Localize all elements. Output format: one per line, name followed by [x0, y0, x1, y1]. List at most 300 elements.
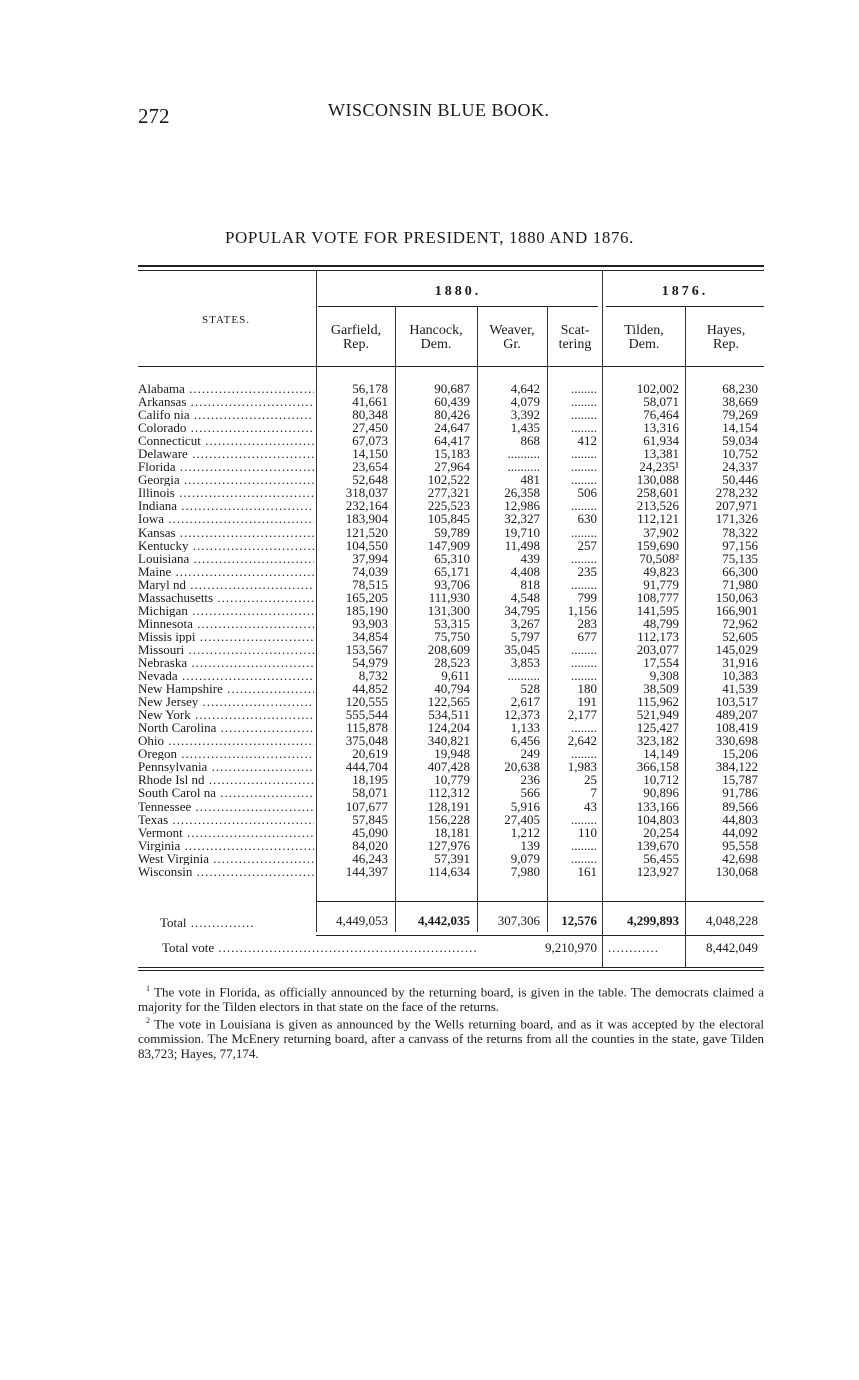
cell-hayes: 44,803: [722, 811, 758, 827]
cell-tilden: 70,508²: [639, 550, 679, 566]
cell-hayes: 108,419: [715, 720, 758, 736]
table-row: [0, 813, 859, 826]
cell-hancock: 9,611: [441, 668, 470, 684]
cell-garfield: 27,450: [352, 420, 388, 436]
cell-hancock: 59,789: [434, 524, 470, 540]
table-row: [0, 786, 859, 799]
cell-scattering: 43: [584, 798, 597, 814]
cell-weaver: 4,548: [510, 589, 540, 605]
cell-hayes: 489,207: [715, 707, 758, 723]
cell-garfield: 232,164: [345, 498, 388, 514]
cell-tilden: 38,509: [643, 681, 679, 697]
state-name: New Jersey .....: [138, 695, 314, 708]
cell-tilden: 61,934: [643, 433, 679, 449]
column-header-party: tering: [558, 337, 592, 352]
cell-weaver: 4,408: [510, 563, 540, 579]
cell-hayes: 15,787: [722, 772, 758, 788]
table-row: [0, 552, 859, 565]
column-header-party: Rep.: [342, 337, 370, 352]
cell-hancock: 407,428: [427, 759, 470, 775]
cell-tilden: 13,381: [643, 446, 679, 462]
cell-tilden: 90,896: [643, 785, 679, 801]
cell-garfield: 37,994: [352, 550, 388, 566]
cell-weaver: 34,795: [504, 602, 540, 618]
column-header-party: Gr.: [503, 337, 521, 352]
total-vote-label: [162, 940, 478, 956]
cell-hancock: 112,312: [428, 785, 470, 801]
state-name: Virginia .....: [138, 839, 314, 852]
cell-tilden: 112,173: [637, 628, 679, 644]
cell-weaver: 249: [520, 746, 540, 762]
column-header-scattering: [548, 324, 602, 352]
cell-weaver: 818: [520, 576, 540, 592]
cell-hayes: 31,916: [722, 654, 758, 670]
cell-weaver: 3,853: [510, 654, 540, 670]
cell-garfield: 115,878: [346, 720, 388, 736]
table-row: [0, 591, 859, 604]
state-name: Michigan .....: [138, 604, 314, 617]
cell-hayes: 14,154: [722, 420, 758, 436]
cell-tilden: 24,235¹: [639, 459, 679, 475]
table-row: [0, 578, 859, 591]
cell-garfield: 34,854: [352, 628, 388, 644]
cell-garfield: 52,648: [352, 472, 388, 488]
cell-tilden: 91,779: [643, 576, 679, 592]
state-name: Maine .....: [138, 565, 314, 578]
cell-weaver: 3,392: [510, 407, 540, 423]
column-header-name: Tilden,: [624, 323, 664, 338]
cell-hancock: 147,909: [427, 537, 470, 553]
cell-hayes: 50,446: [722, 472, 758, 488]
state-name: Louisiana .....: [138, 552, 314, 565]
cell-hayes: 95,558: [722, 837, 758, 853]
cell-scattering: 25: [584, 772, 597, 788]
column-header-garfield: [318, 324, 394, 352]
total-vote-1876-leader: ............: [608, 940, 659, 955]
cell-weaver: 566: [520, 785, 540, 801]
cell-scattering: ........: [571, 576, 597, 592]
cell-hayes: 10,752: [722, 446, 758, 462]
year-header-1880: 1880.: [434, 284, 482, 299]
cell-scattering: ........: [571, 668, 597, 684]
cell-weaver: 32,327: [504, 511, 540, 527]
state-name: Georgia .....: [138, 473, 314, 486]
header-bottom-rule: [138, 366, 764, 367]
cell-garfield: 121,520: [345, 524, 388, 540]
cell-scattering: ........: [571, 472, 597, 488]
cell-hancock: 10,779: [434, 772, 470, 788]
state-name: West Virginia .....: [138, 852, 314, 865]
cell-hancock: 111,930: [428, 589, 470, 605]
page-number: 272: [138, 104, 170, 128]
cell-scattering: ........: [571, 746, 597, 762]
cell-weaver: 9,079: [510, 850, 540, 866]
cell-weaver: ..........: [507, 668, 540, 684]
cell-scattering: 677: [577, 628, 597, 644]
cell-garfield: 78,515: [352, 576, 388, 592]
cell-hancock: 80,426: [434, 407, 470, 423]
cell-weaver: 528: [520, 681, 540, 697]
cell-tilden: 102,002: [636, 381, 679, 396]
cell-hancock: 15,183: [434, 446, 470, 462]
cell-garfield: 107,677: [345, 798, 388, 814]
cell-tilden: 366,158: [636, 759, 679, 775]
state-name: Rhode Isl nd .....: [138, 773, 314, 786]
state-name: Massachusetts .....: [138, 591, 314, 604]
cell-tilden: 112,121: [637, 511, 679, 527]
table-title: POPULAR VOTE FOR PRESIDENT, 1880 AND 1876.: [225, 228, 634, 247]
cell-garfield: 41,661: [352, 394, 388, 410]
cell-weaver: 5,916: [510, 798, 540, 814]
top-rule-thin: [138, 270, 764, 271]
total-leader: ...............: [186, 915, 255, 930]
cell-hayes: 150,063: [715, 589, 758, 605]
cell-hayes: 166,901: [715, 602, 758, 618]
cell-hancock: 40,794: [434, 681, 470, 697]
cell-hayes: 59,034: [722, 433, 758, 449]
table-row: [0, 604, 859, 617]
year-underline-1880: [318, 306, 598, 307]
cell-scattering: ........: [571, 720, 597, 736]
column-header-weaver: [478, 324, 546, 352]
cell-scattering: 2,642: [567, 733, 597, 749]
cell-hancock: 131,300: [427, 602, 470, 618]
cell-garfield: 318,037: [345, 485, 388, 501]
cell-hayes: 42,698: [722, 850, 758, 866]
cell-garfield: 444,704: [345, 759, 388, 775]
cell-weaver: 12,373: [504, 707, 540, 723]
state-name: Tennessee .....: [138, 800, 314, 813]
cell-tilden: 141,595: [636, 602, 679, 618]
cell-garfield: 56,178: [352, 381, 388, 396]
cell-garfield: 14,150: [352, 446, 388, 462]
cell-garfield: 23,654: [352, 459, 388, 475]
state-name: Connecticut .....: [138, 434, 314, 447]
cell-garfield: 84,020: [352, 837, 388, 853]
cell-tilden: 258,601: [636, 485, 679, 501]
state-name: Illinois .....: [138, 486, 314, 499]
column-header-tilden: [603, 324, 685, 352]
total-label-text: Total: [160, 915, 187, 930]
cell-weaver: 868: [520, 433, 540, 449]
table-row: [0, 526, 859, 539]
cell-tilden: 17,554: [643, 654, 679, 670]
cell-garfield: 185,190: [345, 602, 388, 618]
footnote-text: The vote in Florida, as officially announced by the returning board, is given in the table. The democrats claimed a majority for the Tilden electors in that state on the face of the returns.: [138, 984, 764, 1014]
column-header-name: Hayes,: [706, 323, 746, 338]
table-row: [0, 839, 859, 852]
total-garfield: 4,449,053: [336, 913, 388, 928]
cell-scattering: 412: [577, 433, 597, 449]
cell-weaver: 1,212: [510, 824, 540, 840]
cell-garfield: 54,979: [352, 654, 388, 670]
cell-scattering: 1,983: [567, 759, 597, 775]
cell-garfield: 57,845: [352, 811, 388, 827]
total-label: [160, 915, 255, 931]
cell-weaver: 481: [520, 472, 540, 488]
cell-garfield: 80,348: [352, 407, 388, 423]
table-row: [0, 539, 859, 552]
footnotes: [138, 982, 764, 1061]
cell-weaver: 11,498: [504, 537, 540, 553]
cell-weaver: 439: [520, 550, 540, 566]
cell-hayes: 24,337: [722, 459, 758, 475]
state-name: South Carol na .....: [138, 786, 314, 799]
footnote-mark: 1: [146, 984, 150, 993]
cell-scattering: ........: [571, 407, 597, 423]
table-row: [0, 630, 859, 643]
column-header-name: Weaver,: [489, 323, 535, 338]
totals-bottom-rule: [316, 935, 764, 936]
cell-garfield: 44,852: [352, 681, 388, 697]
state-name: Califo nia .....: [138, 408, 314, 421]
cell-garfield: 120,555: [345, 694, 388, 710]
cell-hancock: 208,609: [427, 641, 470, 657]
cell-scattering: ........: [571, 459, 597, 475]
column-header-party: Dem.: [628, 337, 660, 352]
table-row: [0, 617, 859, 630]
cell-garfield: 144,397: [345, 863, 388, 879]
cell-hancock: 122,565: [427, 694, 470, 710]
cell-scattering: 2,177: [567, 707, 597, 723]
cell-weaver: 2,617: [510, 694, 540, 710]
cell-scattering: ........: [571, 850, 597, 866]
cell-scattering: 180: [577, 681, 597, 697]
state-name: Missouri .....: [138, 643, 314, 656]
cell-scattering: ........: [571, 641, 597, 657]
cell-garfield: 58,071: [352, 785, 388, 801]
cell-weaver: 236: [520, 772, 540, 788]
cell-hancock: 102,522: [427, 472, 470, 488]
cell-tilden: 123,927: [636, 863, 679, 879]
cell-tilden: 323,182: [636, 733, 679, 749]
cell-hayes: 207,971: [715, 498, 758, 514]
cell-weaver: 26,358: [504, 485, 540, 501]
column-header-name: Scat-: [560, 323, 590, 338]
footnote-mark: 2: [146, 1016, 150, 1026]
cell-hayes: 97,156: [722, 537, 758, 553]
state-name: Oregon .....: [138, 747, 314, 760]
cell-hancock: 53,315: [434, 615, 470, 631]
cell-weaver: 20,638: [504, 759, 540, 775]
column-header-party: Dem.: [420, 337, 452, 352]
state-name: Indiana .....: [138, 499, 314, 512]
year-header-1876: 1876.: [661, 284, 709, 299]
states-header: STATES.: [202, 314, 250, 326]
cell-hancock: 156,228: [427, 811, 470, 827]
cell-tilden: 521,949: [636, 707, 679, 723]
cell-scattering: ........: [571, 837, 597, 853]
cell-weaver: 27,405: [504, 811, 540, 827]
cell-hayes: 71,980: [722, 576, 758, 592]
cell-tilden: 139,670: [636, 837, 679, 853]
cell-weaver: 1,435: [510, 420, 540, 436]
totals-top-rule: [316, 901, 764, 902]
cell-garfield: 375,048: [345, 733, 388, 749]
footnote-1: [138, 982, 764, 1014]
cell-tilden: 20,254: [643, 824, 679, 840]
cell-tilden: 58,071: [643, 394, 679, 410]
cell-hancock: 127,976: [427, 837, 470, 853]
state-name: Nevada .....: [138, 669, 314, 682]
cell-weaver: 35,045: [504, 641, 540, 657]
cell-hayes: 68,230: [722, 381, 758, 396]
column-header-name: Hancock,: [409, 323, 463, 338]
cell-weaver: 1,133: [510, 720, 540, 736]
cell-tilden: 115,962: [637, 694, 679, 710]
total-vote-leader: .............................................................: [214, 940, 478, 955]
cell-tilden: 13,316: [643, 420, 679, 436]
column-header-name: Garfield,: [330, 323, 382, 338]
cell-hancock: 93,706: [434, 576, 470, 592]
cell-hancock: 277,321: [427, 485, 470, 501]
cell-hancock: 65,310: [434, 550, 470, 566]
cell-scattering: 630: [577, 511, 597, 527]
cell-tilden: 125,427: [636, 720, 679, 736]
state-name: Vermont .....: [138, 826, 314, 839]
cell-hayes: 75,135: [722, 550, 758, 566]
cell-hancock: 340,821: [427, 733, 470, 749]
cell-tilden: 130,088: [636, 472, 679, 488]
cell-hayes: 66,300: [722, 563, 758, 579]
cell-hayes: 10,383: [722, 668, 758, 684]
cell-weaver: 6,456: [510, 733, 540, 749]
cell-hancock: 105,845: [427, 511, 470, 527]
cell-garfield: 8,732: [358, 668, 388, 684]
cell-hancock: 225,523: [427, 498, 470, 514]
cell-tilden: 14,149: [643, 746, 679, 762]
total-vote-1880: 9,210,970: [545, 940, 597, 955]
state-name: Minnesota .....: [138, 617, 314, 630]
state-name: Ohio .....: [138, 734, 314, 747]
cell-weaver: 4,079: [510, 394, 540, 410]
cell-hayes: 38,669: [722, 394, 758, 410]
cell-garfield: 67,073: [352, 433, 388, 449]
cell-hayes: 278,232: [715, 485, 758, 501]
cell-scattering: 161: [577, 863, 597, 879]
cell-scattering: 799: [577, 589, 597, 605]
table-row: [0, 565, 859, 578]
cell-hayes: 145,029: [715, 641, 758, 657]
cell-scattering: ........: [571, 420, 597, 436]
cell-garfield: 46,243: [352, 850, 388, 866]
cell-garfield: 93,903: [352, 615, 388, 631]
cell-hancock: 65,171: [434, 563, 470, 579]
total-weaver: 307,306: [497, 913, 540, 928]
cell-garfield: 18,195: [352, 772, 388, 788]
table-bottom-rule-2: [138, 970, 764, 971]
cell-weaver: 3,267: [510, 615, 540, 631]
state-name: Texas .....: [138, 813, 314, 826]
footnote-text: The vote in Louisiana is given as announced by the Wells returning board, and as it was accepted by the electoral commission. The McEnery returning board, after a canvass of the returns from all the counties in the state, gave Tilden 83,723; Hayes, 77,174.: [138, 1016, 765, 1061]
cell-scattering: 110: [577, 824, 597, 840]
cell-weaver: 7,980: [510, 863, 540, 879]
cell-tilden: 10,712: [643, 772, 679, 788]
cell-weaver: 4,642: [510, 381, 540, 396]
cell-garfield: 104,550: [345, 537, 388, 553]
cell-scattering: ........: [571, 654, 597, 670]
total-tilden: 4,299,893: [627, 913, 679, 928]
cell-tilden: 203,077: [636, 641, 679, 657]
cell-hancock: 64,417: [434, 433, 470, 449]
cell-scattering: 235: [577, 563, 597, 579]
cell-weaver: 139: [520, 837, 540, 853]
state-name: Maryl nd .....: [138, 578, 314, 591]
cell-hancock: 19,948: [434, 746, 470, 762]
cell-garfield: 165,205: [345, 589, 388, 605]
cell-tilden: 159,690: [636, 537, 679, 553]
table-row: [0, 512, 859, 525]
footnote-2: [138, 1014, 764, 1061]
cell-hayes: 130,068: [715, 863, 758, 879]
cell-hancock: 27,964: [434, 459, 470, 475]
column-header-hayes: [686, 324, 766, 352]
total-vote-1876: 8,442,049: [706, 940, 758, 955]
cell-scattering: 1,156: [567, 602, 597, 618]
state-name: Kansas .....: [138, 526, 314, 539]
cell-hancock: 114,634: [428, 863, 470, 879]
cell-tilden: 133,166: [636, 798, 679, 814]
cell-tilden: 48,799: [643, 615, 679, 631]
cell-hancock: 57,391: [434, 850, 470, 866]
cell-weaver: 12,986: [504, 498, 540, 514]
column-header-party: Rep.: [712, 337, 740, 352]
cell-hayes: 330,698: [715, 733, 758, 749]
state-name: Pennsylvania .....: [138, 760, 314, 773]
cell-hancock: 75,750: [434, 628, 470, 644]
cell-hayes: 79,269: [722, 407, 758, 423]
cell-hancock: 534,511: [428, 707, 470, 723]
cell-weaver: 5,797: [510, 628, 540, 644]
cell-scattering: ........: [571, 550, 597, 566]
state-name: Iowa .....: [138, 512, 314, 525]
state-name: New Hampshire .....: [138, 682, 314, 695]
cell-hancock: 24,647: [434, 420, 470, 436]
state-name: Nebraska .....: [138, 656, 314, 669]
cell-tilden: 56,455: [643, 850, 679, 866]
cell-scattering: 7: [590, 785, 597, 801]
cell-tilden: 104,803: [636, 811, 679, 827]
cell-hayes: 15,206: [722, 746, 758, 762]
cell-hancock: 128,191: [427, 798, 470, 814]
state-name: Florida .....: [138, 460, 314, 473]
cell-tilden: 9,308: [649, 668, 679, 684]
cell-hayes: 171,326: [715, 511, 758, 527]
cell-garfield: 153,567: [345, 641, 388, 657]
cell-garfield: 183,904: [345, 511, 388, 527]
cell-hancock: 124,204: [427, 720, 470, 736]
cell-hayes: 384,122: [715, 759, 758, 775]
cell-tilden: 49,823: [643, 563, 679, 579]
cell-weaver: 19,710: [504, 524, 540, 540]
state-name: Colorado .....: [138, 421, 314, 434]
cell-garfield: 74,039: [352, 563, 388, 579]
state-name: North Carolina .....: [138, 721, 314, 734]
table-body: [0, 382, 859, 878]
total-hancock: 4,442,035: [418, 913, 470, 928]
cell-hancock: 18,181: [434, 824, 470, 840]
table-row: [0, 865, 859, 878]
cell-scattering: ........: [571, 811, 597, 827]
running-head: WISCONSIN BLUE BOOK.: [328, 100, 550, 120]
state-name: Delaware .....: [138, 447, 314, 460]
cell-tilden: 108,777: [636, 589, 679, 605]
state-name: Kentucky .....: [138, 539, 314, 552]
cell-scattering: 257: [577, 537, 597, 553]
cell-hayes: 89,566: [722, 798, 758, 814]
table-row: [0, 852, 859, 865]
cell-scattering: ........: [571, 394, 597, 410]
